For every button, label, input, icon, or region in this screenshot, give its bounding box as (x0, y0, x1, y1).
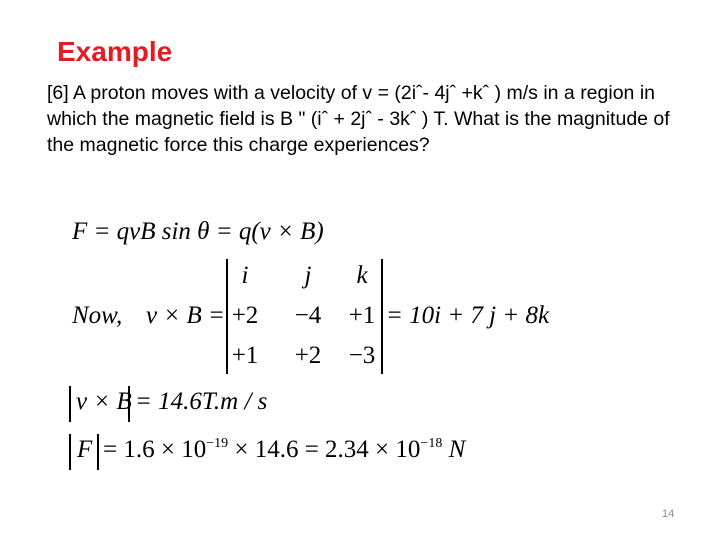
det-cell-b-z: −3 (348, 342, 376, 369)
force-magnitude-equation (103, 436, 465, 464)
slide-title: Example (57, 36, 173, 67)
force-value-a: = 1.6 × 10 (103, 436, 207, 463)
det-cell-i: i (241, 262, 249, 289)
cross-product-result: = 10i + 7 j + 8k (386, 302, 550, 329)
cross-product-lhs: v × B = (146, 302, 225, 329)
force-unit: N (442, 436, 466, 463)
abs-bar-left-f (69, 434, 71, 470)
force-value-b: × 14.6 = 2.34 × 10 (228, 436, 421, 463)
problem-statement: [6] A proton moves with a velocity of v = (2iˆ- 4jˆ +kˆ ) m/s in a region in which the magnetic field is B " (iˆ + 2jˆ - 3kˆ ) T. What is the magnitude of the magnetic force this charge experiences? (47, 82, 670, 156)
det-cell-v-z: +1 (348, 302, 376, 329)
magnitude-vb-value: = 14.6T.m / s (135, 388, 268, 415)
force-exponent-b: −18 (420, 436, 443, 451)
force-abs-label: F (77, 436, 93, 463)
abs-bar-right-vb (128, 386, 130, 422)
abs-bar-right-f (97, 434, 99, 470)
det-cell-b-x: +1 (231, 342, 259, 369)
det-cell-v-x: +2 (231, 302, 259, 329)
page-number: 14 (662, 508, 675, 520)
det-cell-v-y: −4 (294, 302, 322, 329)
force-exponent-a: −19 (206, 436, 229, 451)
abs-bar-left-vb (69, 386, 71, 422)
magnitude-vb-label: v × B (76, 388, 132, 415)
now-label: Now, (72, 302, 123, 329)
det-cell-b-y: +2 (294, 342, 322, 369)
det-cell-k: k (356, 262, 368, 289)
force-definition-equation: F = qvB sin θ = q(v × B) (72, 218, 324, 245)
det-cell-j: j (304, 262, 312, 289)
